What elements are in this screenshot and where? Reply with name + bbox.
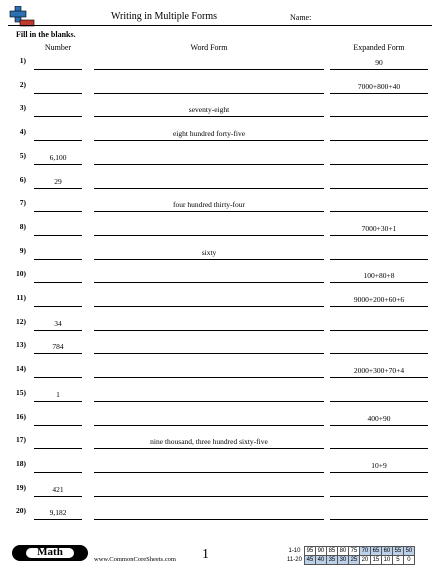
word-form-blank[interactable] bbox=[94, 519, 324, 520]
score-row bbox=[286, 556, 414, 565]
name-label: Name: bbox=[290, 13, 312, 22]
expanded-form-blank[interactable] bbox=[330, 188, 428, 189]
number-blank[interactable] bbox=[34, 425, 82, 426]
number-blank[interactable] bbox=[34, 377, 82, 378]
word-form-blank[interactable] bbox=[94, 353, 324, 354]
word-form-answer: nine thousand, three hundred sixty-five bbox=[150, 437, 268, 447]
expanded-form-blank[interactable] bbox=[330, 164, 428, 165]
expanded-form-blank[interactable] bbox=[330, 425, 428, 426]
problem-number: 12) bbox=[16, 316, 26, 326]
problem-number: 2) bbox=[19, 79, 26, 89]
word-form-blank[interactable] bbox=[94, 496, 324, 497]
problem-row bbox=[0, 287, 442, 307]
expanded-form-blank[interactable] bbox=[330, 259, 428, 260]
expanded-form-answer: 7000+800+40 bbox=[357, 81, 401, 91]
math-badge bbox=[12, 545, 88, 561]
expanded-form-blank[interactable] bbox=[330, 401, 428, 402]
expanded-form-blank[interactable] bbox=[330, 235, 428, 236]
score-cell: 85 bbox=[326, 547, 337, 556]
number-answer: 1 bbox=[56, 389, 60, 399]
problem-row bbox=[0, 74, 442, 94]
expanded-form-blank[interactable] bbox=[330, 140, 428, 141]
number-answer: 6,100 bbox=[49, 152, 67, 162]
word-form-answer: eight hundred forty-five bbox=[172, 129, 246, 139]
number-blank[interactable] bbox=[34, 93, 82, 94]
score-row-label: 1-10 bbox=[288, 548, 301, 554]
number-answer: 9,182 bbox=[49, 508, 67, 518]
word-form-blank[interactable] bbox=[94, 448, 324, 449]
number-answer: 29 bbox=[54, 176, 62, 186]
expanded-form-blank[interactable] bbox=[330, 330, 428, 331]
problem-number: 14) bbox=[16, 364, 26, 374]
problem-row bbox=[0, 406, 442, 426]
score-row-label: 11-20 bbox=[287, 557, 302, 563]
expanded-form-blank[interactable] bbox=[330, 377, 428, 378]
score-cell: 30 bbox=[337, 556, 348, 565]
score-cell: 20 bbox=[359, 556, 370, 565]
number-blank[interactable] bbox=[34, 448, 82, 449]
word-form-blank[interactable] bbox=[94, 116, 324, 117]
number-blank[interactable] bbox=[34, 164, 82, 165]
problem-number: 9) bbox=[19, 245, 26, 255]
problem-row bbox=[0, 145, 442, 165]
expanded-form-blank[interactable] bbox=[330, 69, 428, 70]
number-blank[interactable] bbox=[34, 259, 82, 260]
number-blank[interactable] bbox=[34, 235, 82, 236]
word-form-blank[interactable] bbox=[94, 282, 324, 283]
problem-row bbox=[0, 429, 442, 449]
problem-number: 10) bbox=[16, 269, 26, 279]
expanded-form-blank[interactable] bbox=[330, 353, 428, 354]
score-cell: 80 bbox=[337, 547, 348, 556]
problem-row bbox=[0, 192, 442, 212]
word-form-blank[interactable] bbox=[94, 330, 324, 331]
problem-row bbox=[0, 500, 442, 520]
score-cell: 5 bbox=[392, 556, 403, 565]
expanded-form-answer: 400+90 bbox=[367, 413, 391, 423]
word-form-blank[interactable] bbox=[94, 377, 324, 378]
word-form-blank[interactable] bbox=[94, 164, 324, 165]
word-form-blank[interactable] bbox=[94, 235, 324, 236]
expanded-form-blank[interactable] bbox=[330, 496, 428, 497]
number-blank[interactable] bbox=[34, 330, 82, 331]
number-blank[interactable] bbox=[34, 472, 82, 473]
problem-number: 18) bbox=[16, 458, 26, 468]
word-form-answer: seventy-eight bbox=[188, 105, 230, 115]
problem-row bbox=[0, 240, 442, 260]
word-form-blank[interactable] bbox=[94, 140, 324, 141]
problem-row bbox=[0, 334, 442, 354]
number-answer: 784 bbox=[52, 342, 64, 352]
problem-number: 8) bbox=[19, 221, 26, 231]
problem-row bbox=[0, 121, 442, 141]
number-blank[interactable] bbox=[34, 211, 82, 212]
word-form-answer: sixty bbox=[201, 247, 217, 257]
expanded-form-blank[interactable] bbox=[330, 472, 428, 473]
problem-row bbox=[0, 50, 442, 70]
problem-number: 7) bbox=[19, 198, 26, 208]
score-cell: 50 bbox=[403, 547, 414, 556]
problem-number: 15) bbox=[16, 387, 26, 397]
expanded-form-answer: 7000+30+1 bbox=[361, 223, 397, 233]
number-blank[interactable] bbox=[34, 140, 82, 141]
score-cell: 95 bbox=[304, 547, 315, 556]
word-form-blank[interactable] bbox=[94, 93, 324, 94]
expanded-form-blank[interactable] bbox=[330, 448, 428, 449]
instructions: Fill in the blanks. bbox=[16, 30, 76, 39]
score-cell: 60 bbox=[381, 547, 392, 556]
worksheet-title: Writing in Multiple Forms bbox=[111, 11, 217, 22]
problem-row bbox=[0, 453, 442, 473]
problem-row bbox=[0, 382, 442, 402]
expanded-form-blank[interactable] bbox=[330, 93, 428, 94]
number-blank[interactable] bbox=[34, 401, 82, 402]
number-answer: 34 bbox=[54, 318, 62, 328]
expanded-form-answer: 90 bbox=[375, 58, 383, 67]
column-header-word-form: Word Form bbox=[190, 43, 228, 52]
score-cell: 75 bbox=[348, 547, 359, 556]
expanded-form-answer: 10+9 bbox=[371, 460, 387, 470]
score-cell: 35 bbox=[326, 556, 337, 565]
expanded-form-blank[interactable] bbox=[330, 282, 428, 283]
problem-row bbox=[0, 97, 442, 117]
number-blank[interactable] bbox=[34, 353, 82, 354]
score-cell: 70 bbox=[359, 547, 370, 556]
footer bbox=[0, 543, 442, 567]
number-blank[interactable] bbox=[34, 306, 82, 307]
expanded-form-answer: 2000+300+70+4 bbox=[353, 366, 405, 376]
score-cell: 40 bbox=[315, 556, 326, 565]
problem-number: 13) bbox=[16, 340, 26, 350]
score-cell: 15 bbox=[370, 556, 381, 565]
expanded-form-blank[interactable] bbox=[330, 211, 428, 212]
problem-number: 4) bbox=[19, 127, 26, 137]
problem-row bbox=[0, 169, 442, 189]
column-header-expanded-form: Expanded Form bbox=[353, 43, 405, 52]
problem-number: 16) bbox=[16, 411, 26, 421]
problem-number: 19) bbox=[16, 482, 26, 492]
expanded-form-answer: 9000+200+60+6 bbox=[353, 295, 405, 304]
expanded-form-answer: 100+80+8 bbox=[363, 271, 395, 281]
column-header-number: Number bbox=[44, 43, 72, 52]
number-answer: 421 bbox=[52, 484, 64, 494]
score-row bbox=[286, 547, 414, 556]
problem-row bbox=[0, 477, 442, 497]
word-form-blank[interactable] bbox=[94, 69, 324, 70]
problem-row bbox=[0, 311, 442, 331]
expanded-form-blank[interactable] bbox=[330, 116, 428, 117]
score-cell: 45 bbox=[304, 556, 315, 565]
word-form-blank[interactable] bbox=[94, 306, 324, 307]
problem-number: 11) bbox=[16, 293, 26, 302]
word-form-answer: four hundred thirty-four bbox=[172, 200, 246, 210]
word-form-blank[interactable] bbox=[94, 188, 324, 189]
problem-number: 5) bbox=[19, 150, 26, 160]
word-form-blank[interactable] bbox=[94, 401, 324, 402]
math-label: Math bbox=[37, 546, 63, 558]
score-table bbox=[286, 546, 415, 565]
problem-row bbox=[0, 358, 442, 378]
problem-number: 1) bbox=[19, 56, 26, 65]
expanded-form-blank[interactable] bbox=[330, 306, 428, 307]
problem-number: 17) bbox=[16, 435, 26, 445]
problem-row bbox=[0, 216, 442, 236]
score-cell: 0 bbox=[403, 556, 414, 565]
word-form-blank[interactable] bbox=[94, 472, 324, 473]
word-form-blank[interactable] bbox=[94, 425, 324, 426]
header-divider bbox=[8, 25, 432, 26]
number-blank[interactable] bbox=[34, 496, 82, 497]
expanded-form-blank[interactable] bbox=[330, 519, 428, 520]
site-url: www.CommonCoreSheets.com bbox=[94, 556, 176, 563]
word-form-blank[interactable] bbox=[94, 211, 324, 212]
score-cell: 25 bbox=[348, 556, 359, 565]
score-cell: 65 bbox=[370, 547, 381, 556]
problem-number: 20) bbox=[16, 506, 26, 516]
problem-number: 3) bbox=[19, 103, 26, 113]
word-form-blank[interactable] bbox=[94, 259, 324, 260]
problem-row bbox=[0, 263, 442, 283]
number-blank[interactable] bbox=[34, 282, 82, 283]
score-cell: 90 bbox=[315, 547, 326, 556]
number-blank[interactable] bbox=[34, 116, 82, 117]
score-cell: 10 bbox=[381, 556, 392, 565]
problem-number: 6) bbox=[19, 174, 26, 184]
number-blank[interactable] bbox=[34, 519, 82, 520]
score-cell: 55 bbox=[392, 547, 403, 556]
number-blank[interactable] bbox=[34, 69, 82, 70]
page-number: 1 bbox=[202, 547, 209, 562]
number-blank[interactable] bbox=[34, 188, 82, 189]
